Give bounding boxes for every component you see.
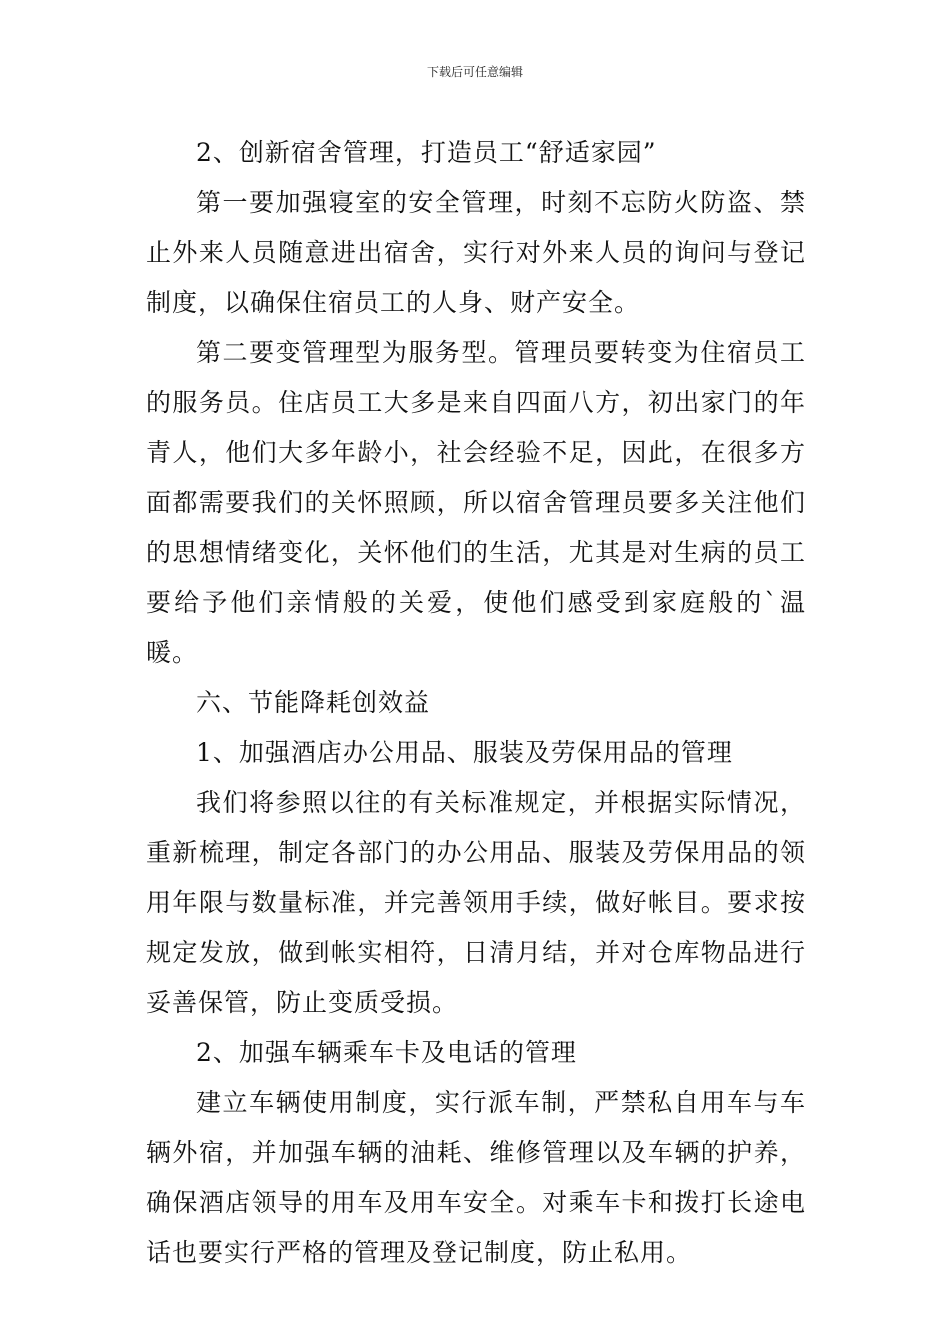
page-header: 下载后可任意编辑	[426, 65, 523, 79]
paragraph-supplies: 我们将参照以往的有关标准规定，并根据实际情况，重新梳理，制定各部门的办公用品、服装及劳保用品的领用年限与数量标准，并完善领用手续，做好帐目。要求按规定发放，做到帐实相符，日清月结，并对仓库物品进行妥善保管，防止变质受损。	[146, 788, 806, 1017]
section-heading-energy: 六、节能降耗创效益	[196, 688, 431, 717]
document-body	[146, 128, 806, 1278]
paragraph-service: 第二要变管理型为服务型。管理员要转变为住宿员工的服务员。住店员工大多是来自四面八方，初出家门的年青人，他们大多年龄小，社会经验不足，因此，在很多方面都需要我们的关怀照顾，所以宿舍管理员要多关注他们的思想情绪变化，关怀他们的生活，尤其是对生病的员工要给予他们亲情般的关爱，使他们感受到家庭般的`温暖。	[146, 338, 806, 667]
paragraph-vehicles: 建立车辆使用制度，实行派车制，严禁私自用车与车辆外宿，并加强车辆的油耗、维修管理以及车辆的护养，确保酒店领导的用车及用车安全。对乘车卡和拨打长途电话也要实行严格的管理及登记制度，防止私用。	[146, 1088, 806, 1267]
subheading-supplies: 1、加强酒店办公用品、服装及劳保用品的管理	[196, 738, 733, 767]
paragraph-safety: 第一要加强寝室的安全管理，时刻不忘防火防盗、禁止外来人员随意进出宿舍，实行对外来人员的询问与登记制度，以确保住宿员工的人身、财产安全。	[146, 188, 806, 317]
section-heading-dormitory: 2、创新宿舍管理，打造员工“舒适家园”	[196, 138, 657, 167]
subheading-vehicles: 2、加强车辆乘车卡及电话的管理	[196, 1038, 577, 1067]
